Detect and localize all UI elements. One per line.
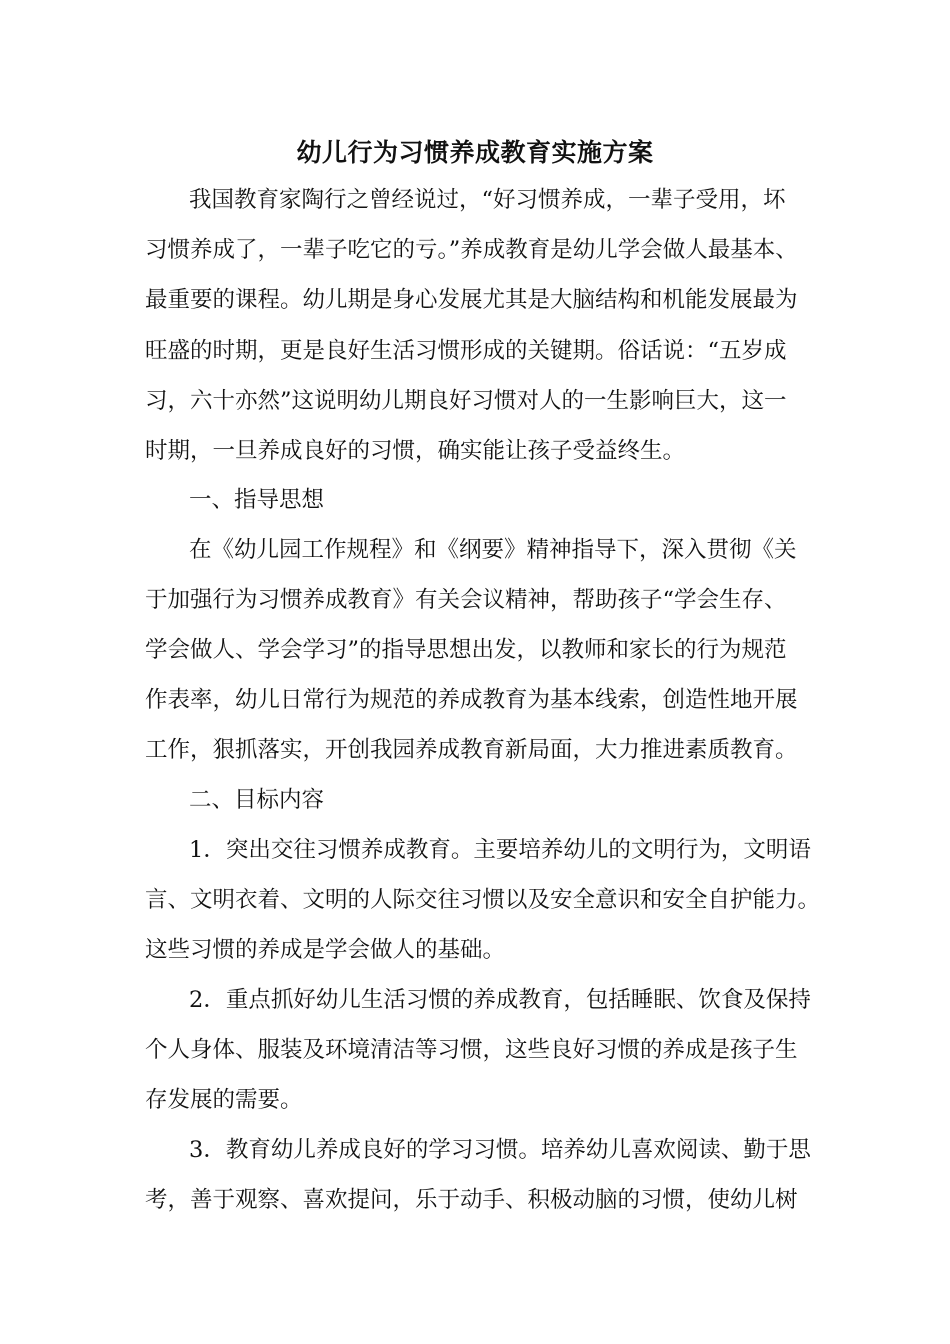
paragraph-line: 3．教育幼儿养成良好的学习习惯。培养幼儿喜欢阅读、勤于思 xyxy=(189,1137,811,1163)
paragraph-line: 个人身体、服装及环境清洁等习惯，这些良好习惯的养成是孩子生 xyxy=(145,1037,798,1063)
paragraph-line: 旺盛的时期，更是良好生活习惯形成的关键期。俗话说：“五岁成 xyxy=(145,338,787,364)
section-heading: 一、指导思想 xyxy=(189,487,325,513)
paragraph-line: 2．重点抓好幼儿生活习惯的养成教育，包括睡眠、饮食及保持 xyxy=(189,987,811,1013)
paragraph-line: 考，善于观察、喜欢提问，乐于动手、积极动脑的习惯，使幼儿树 xyxy=(145,1187,798,1213)
paragraph-line: 我国教育家陶行之曾经说过，“好习惯养成，一辈子受用，坏 xyxy=(189,187,786,213)
paragraph-line: 于加强行为习惯养成教育》有关会议精神，帮助孩子“学会生存、 xyxy=(145,587,787,613)
paragraph-line: 这些习惯的养成是学会做人的基础。 xyxy=(145,937,506,963)
paragraph-line: 工作，狠抓落实，开创我园养成教育新局面，大力推进素质教育。 xyxy=(145,737,798,763)
paragraph-line: 在《幼儿园工作规程》和《纲要》精神指导下，深入贯彻《关 xyxy=(189,537,797,563)
section-heading: 二、目标内容 xyxy=(189,787,325,813)
paragraph-line: 言、文明衣着、文明的人际交往习惯以及安全意识和安全自护能力。 xyxy=(145,887,821,913)
paragraph-line: 习惯养成了，一辈子吃它的亏。”养成教育是幼儿学会做人最基本、 xyxy=(145,237,798,263)
paragraph-line: 习，六十亦然”这说明幼儿期良好习惯对人的一生影响巨大，这一 xyxy=(145,388,787,414)
paragraph-line: 时期，一旦养成良好的习惯，确实能让孩子受益终生。 xyxy=(145,438,686,464)
paragraph-line: 存发展的需要。 xyxy=(145,1087,303,1113)
paragraph-line: 作表率，幼儿日常行为规范的养成教育为基本线索，创造性地开展 xyxy=(145,687,798,713)
paragraph-line: 1．突出交往习惯养成教育。主要培养幼儿的文明行为，文明语 xyxy=(189,837,811,863)
document-title: 幼儿行为习惯养成教育实施方案 xyxy=(296,138,654,167)
paragraph-line: 学会做人、学会学习”的指导思想出发，以教师和家长的行为规范 xyxy=(145,637,787,663)
paragraph-line: 最重要的课程。幼儿期是身心发展尤其是大脑结构和机能发展最为 xyxy=(145,287,798,313)
